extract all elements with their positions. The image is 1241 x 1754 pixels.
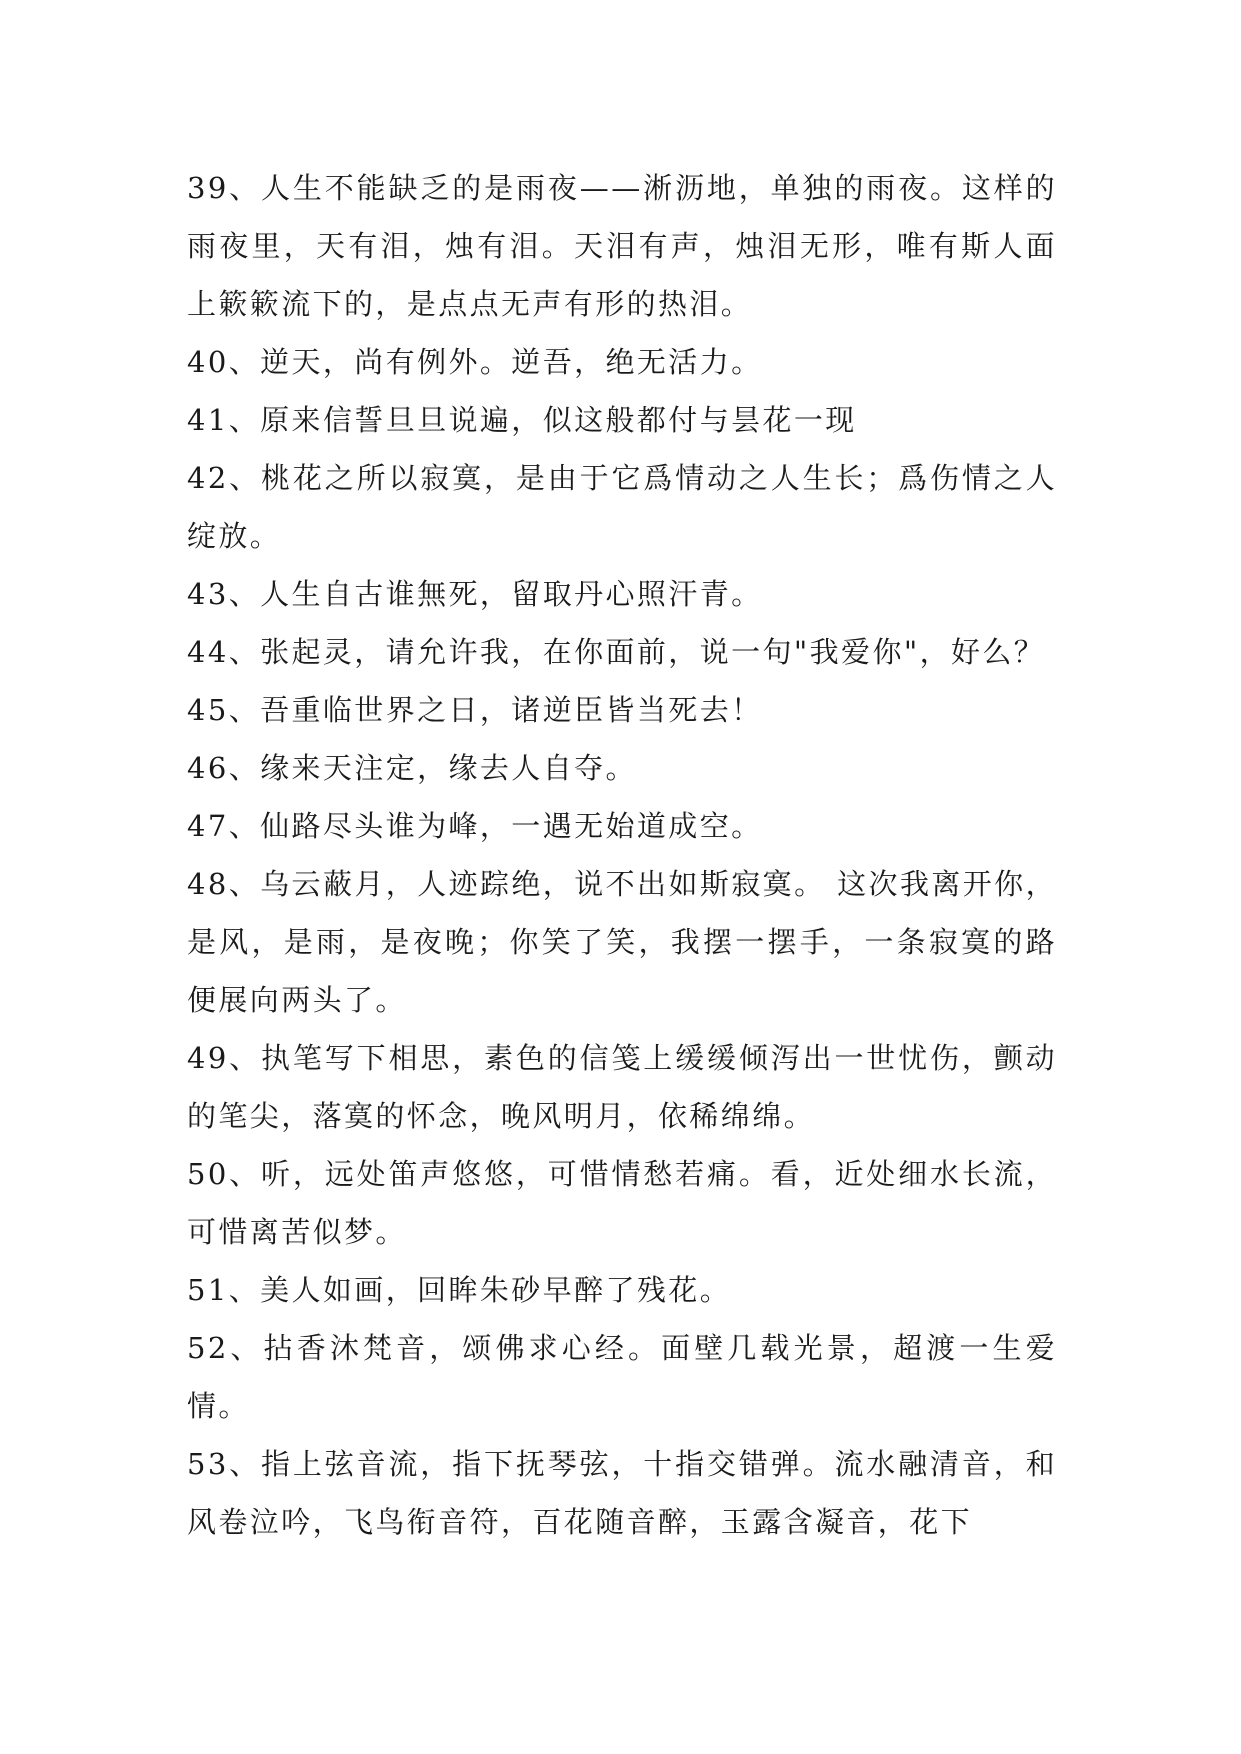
paragraph-47: 47、仙路尽头谁为峰，一遇无始道成空。 (187, 809, 763, 843)
paragraph-45: 45、吾重临世界之日，诸逆臣皆当死去！ (187, 693, 763, 727)
paragraph-52: 52、拈香沐梵音，颂佛求心经。面壁几载光景，超渡一生爱情。 (187, 1331, 1057, 1423)
paragraph-41: 41、原来信誓旦旦说遍，似这般都付与昙花一现 (187, 403, 857, 437)
document-body (187, 159, 1057, 1551)
paragraph-49: 49、执笔写下相思，素色的信笺上缓缓倾泻出一世忧伤，颤动的笔尖，落寞的怀念，晚风明月，依稀绵绵。 (187, 1041, 1057, 1133)
paragraph-42: 42、桃花之所以寂寞，是由于它爲情动之人生长；爲伤情之人绽放。 (187, 461, 1057, 553)
paragraph-50: 50、听，远处笛声悠悠，可惜情愁若痛。看，近处细水长流，可惜离苦似梦。 (187, 1157, 1057, 1249)
paragraph-39: 39、人生不能缺乏的是雨夜——淅沥地，单独的雨夜。这样的雨夜里，天有泪，烛有泪。天泪有声，烛泪无形，唯有斯人面上簌簌流下的，是点点无声有形的热泪。 (187, 171, 1057, 321)
paragraph-40: 40、逆天，尚有例外。逆吾，绝无活力。 (187, 345, 763, 379)
paragraph-51: 51、美人如画，回眸朱砂早醉了残花。 (187, 1273, 732, 1307)
paragraph-53: 53、指上弦音流，指下抚琴弦，十指交错弹。流水融清音，和风卷泣吟，飞鸟衔音符，百花随音醉，玉露含凝音，花下 (187, 1447, 1057, 1539)
paragraph-46: 46、缘来天注定，缘去人自夺。 (187, 751, 637, 785)
paragraph-43: 43、人生自古谁無死，留取丹心照汗青。 (187, 577, 763, 611)
paragraph-44: 44、张起灵，请允许我，在你面前，说一句"我爱你"，好么？ (187, 635, 1046, 669)
paragraph-48: 48、乌云蔽月，人迹踪绝，说不出如斯寂寞。 这次我离开你，是风，是雨，是夜晚；你笑了笑，我摆一摆手，一条寂寞的路便展向两头了。 (187, 867, 1057, 1017)
